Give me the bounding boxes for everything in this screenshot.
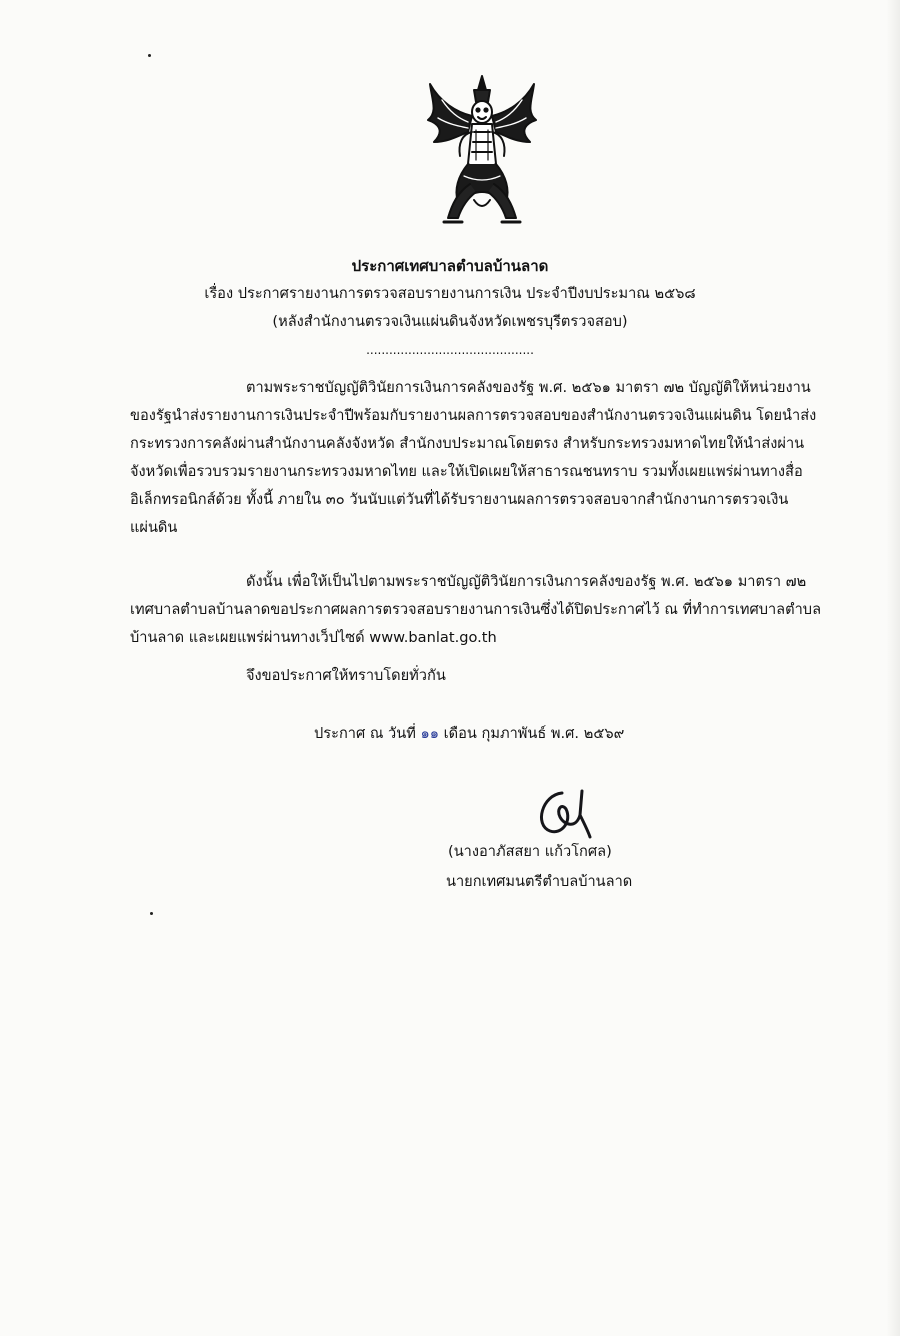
signatory-name: (นางอาภัสสยา แก้วโกศล) bbox=[448, 843, 612, 860]
scan-speck bbox=[148, 54, 151, 57]
closing-line: จึงขอประกาศให้ทราบโดยทั่วกัน bbox=[246, 667, 446, 684]
paragraph1-line: จังหวัดเพื่อรวบรวมรายงานกระทรวงมหาดไทย และให้เปิดเผยให้สาธารณชนทราบ รวมทั้งเผยแพร่ผ่านทางสื่อ bbox=[130, 463, 803, 480]
separator: ............................................ bbox=[366, 343, 534, 357]
handwritten-signature bbox=[532, 785, 602, 845]
date-day: ๑๑ bbox=[420, 725, 440, 742]
subject-subline: (หลังสำนักงานตรวจเงินแผ่นดินจังหวัดเพชรบุรีตรวจสอบ) bbox=[272, 313, 628, 330]
date-prefix: ประกาศ ณ วันที่ bbox=[314, 725, 421, 742]
signatory-position: นายกเทศมนตรีตำบลบ้านลาด bbox=[446, 873, 633, 890]
date-suffix: เดือน กุมภาพันธ์ พ.ศ. ๒๕๖๙ bbox=[439, 725, 625, 742]
paragraph2-line: เทศบาลตำบลบ้านลาดขอประกาศผลการตรวจสอบรายงานการเงินซึ่งได้ปิดประกาศไว้ ณ ที่ทำการเทศบาลตำบล bbox=[130, 601, 822, 618]
page-title: ประกาศเทศบาลตำบลบ้านลาด bbox=[351, 257, 549, 275]
scan-speck bbox=[150, 912, 153, 915]
subject-line: เรื่อง ประกาศรายงานการตรวจสอบรายงานการเงิน ประจำปีงบประมาณ ๒๕๖๘ bbox=[204, 285, 696, 302]
garuda-emblem-icon bbox=[418, 72, 546, 232]
paragraph1-line: อิเล็กทรอนิกส์ด้วย ทั้งนี้ ภายใน ๓๐ วันนับแต่วันที่ได้รับรายงานผลการตรวจสอบจากสำนักงานการตรวจเงิน bbox=[130, 491, 789, 508]
paragraph1-line: ของรัฐนำส่งรายงานการเงินประจำปีพร้อมกับรายงานผลการตรวจสอบของสำนักงานตรวจเงินแผ่นดิน โดยนำส่ง bbox=[130, 407, 817, 424]
paragraph1-line: ตามพระราชบัญญัติวินัยการเงินการคลังของรัฐ พ.ศ. ๒๕๖๑ มาตรา ๗๒ บัญญัติให้หน่วยงาน bbox=[246, 379, 811, 396]
paragraph2-line: ดังนั้น เพื่อให้เป็นไปตามพระราชบัญญัติวินัยการเงินการคลังของรัฐ พ.ศ. ๒๕๖๑ มาตรา ๗๒ bbox=[246, 573, 807, 590]
paragraph1-line: กระทรวงการคลังผ่านสำนักงานคลังจังหวัด สำนักงบประมาณโดยตรง สำหรับกระทรวงมหาดไทยให้นำส่งผ่าน bbox=[130, 435, 805, 452]
announcement-date bbox=[314, 724, 624, 744]
paragraph2-line: บ้านลาด และเผยแพร่ผ่านทางเว็ปไซด์ www.banlat.go.th bbox=[130, 629, 497, 646]
paragraph1-line: แผ่นดิน bbox=[130, 519, 178, 536]
